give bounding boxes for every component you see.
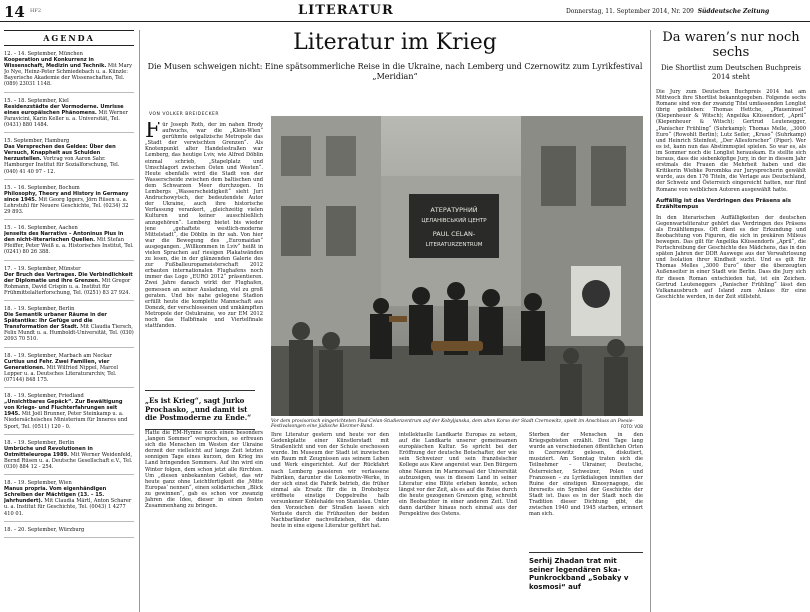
agenda-entry xyxy=(4,266,134,301)
article-column-4: intellektuelle Landkarte Europas zu setzen, auf die Landkarte unserer gemeinsamen europäischen Kultur. So spricht bei der Eröffnung der deutsche Botschafter, der wie sein Schweizer und sein französischer Kollege aus Kiew angereist war. Den Bürgern ohne Namen im Marmorsaal der Universität aufzuzeigen, was in diesem Land in seiner Literatur eine Blüte erleben konnte, schon längst vor der Zeit, als es auf die Reise durch die heute gezogenen Grenzen ging, schreibt ein Beobachter in einer anderen Zeit. Und dann darüber hinaus noch einmal aus der Perspektive des Ostens. xyxy=(399,432,517,518)
agenda-entry-body: Mit Georg Iggers, Jörn Rüsen u. a. Lehrstuhl für Neuere Geschichte, Tel. (0234) 32 29 893. xyxy=(4,196,129,215)
agenda-entry-body: Mit Mary Jo Nye, Heinz-Peter Schmiedebach u. a. Künzle: Bayerische Akademie der Wissenschaften, Tel. (089) 23031 1148. xyxy=(4,63,132,88)
article-subheadline: Die Musen schweigen nicht: Eine spätsommerliche Reise in die Ukraine, nach Lemberg und Czernowitz zum Lyrikfestival „Meridian“ xyxy=(147,62,643,81)
agenda-entry-body: Mit Claudia Tiersch, Felix Mundt u. a. Humboldt-Universität, Tel. (030) 2093 70 510. xyxy=(4,324,134,343)
sidebar-text-2: In den literarischen Auffälligkeiten der deutschen Gegenwartsliteratur gehört das Verdringen des Präsens als Erzähltempus. Oft dient es der Erkundung und Beobachtung von Figuren, die sich in prekären Milieus bewegen. Das gilt für Angelika Klüssendorfs „April“, die Fortschreibung der Geschichte des Mädchens, das in den späten Jahren der DDR Auswege aus der Verwahrlosung und Isolation ihrer Kindheit sucht. Und es gilt für Thomas Melles „3000 Euro“ über die überzeugten Außenseiter in einer Stadt wie Berlin. Dass die Jury sich für diesen Roman entschieden hat, ist ein Zeichen. Gertrud Leuteneggers „Panischer Frühling“ lässt den Vulkanausbruch auf Island zum Anlass für eine Geschichte werden, in der Zeit stillsteht. xyxy=(656,214,806,300)
agenda-entry-title: Residenzstädte der Vormoderne. Umrisse eines europäischen Phänomens. xyxy=(4,103,124,116)
page-number: 14 xyxy=(4,3,25,21)
agenda-entry-date: 18. – 19. September, Wien xyxy=(4,480,72,487)
agenda-list xyxy=(4,51,134,538)
agenda-entry xyxy=(4,353,134,388)
agenda-entry-title: „Unsichtbares Gepäck“. Zur Bewältigung von Kriegs- und Fluchterfahrungen seit 1945. xyxy=(4,399,123,418)
sidebar-text-1: Die Jury zum Deutschen Buchpreis 2014 hat am Mittwoch ihre Shortlist bekanntgegeben. Folgende sechs Romane sind von der zwanzig Titel umfassenden Longlist übrig geblieben: Thomas Hettche, „Pfaueninsel“ (Kiepenheuer & Witsch); Angelika Klüssendorf, „April“ (Kiepenheuer & Witsch); Gertrud Leutenegger, „Panischer Frühling“ (Suhrkamp); Thomas Melle, „3000 Euro“ (Rowohlt Berlin); Lutz Seiler, „Kruso“ (Suhrkamp) und Heinrich Steinfest, „Der Allesforscher“ (Piper). Wer es ist, kann nun das Abstimmspiel spielen. So war es, als im Sommer noch die Longlist herauskam. Es stellte sich heraus, dass die siebenköpfige Jury, in der in diesem Jahr erstmals die Frauen die Mehrheit haben und die Kritikerin Wiebke Porombka zur Jurysprecherin gewählt wurde, aus den 176 Titeln, die Verlage aus Deutschland, der Schweiz und Österreich eingereicht hatten, nur fünf Romane von weiblichen Autoren ausgewählt hatte. xyxy=(656,89,806,193)
agenda-entry xyxy=(4,480,134,522)
agenda-entry-body: Mit Werner Weidenfeld, Bernd Rüsen u. a. Deutsche Gesellschaft e.V., Tel. (030) 884 12 - 254. xyxy=(4,451,133,470)
agenda-entry-title: Der Bruch des Vertrages. Die Verbindlichkeit der Diplomatie und ihre Grenzen. xyxy=(4,271,133,284)
agenda-entry-title: Manus propria. Vom eigenhändigen Schreiben der Mächtigen (13. – 15. Jahrhundert). xyxy=(4,486,107,505)
sidebar-title: Da waren’s nur noch sechs xyxy=(662,30,800,60)
agenda-entry-title: Curtius und Fehr. Zwei Familien, vier Generationen. xyxy=(4,358,110,371)
agenda-entry-title: Umbrüche und Revolutionen in Ostmitteleuropa 1989. xyxy=(4,445,93,458)
photo-credit: FOTO: VOB xyxy=(620,424,643,430)
agenda-entry-date: 18. – 19. September, Marbach am Neckar xyxy=(4,352,112,359)
agenda-entry-title: Die Semantik urbaner Räume in der Spätantike: Ihr Gefüge und die Transformation der Stadt. xyxy=(4,312,107,331)
pull-quote: „Es ist Krieg“, sagt Jurko Prochasko, „und damit ist die Postmoderne zu Ende.“ xyxy=(145,390,255,430)
newspaper-brand: Süddeutsche Zeitung xyxy=(697,8,770,15)
agenda-entry-date: 18. – 19. September, Berlin xyxy=(4,439,75,446)
sidebar-subtitle: Die Shortlist zum Deutschen Buchpreis 2014 steht xyxy=(661,64,801,81)
column-divider xyxy=(650,30,651,612)
agenda-entry-body: Mit Claudia Märtl, Anton Scharer u. a. Institut für Geschichte, Tel. (0043) 1 4277 410 01. xyxy=(4,498,132,517)
agenda-entry-title: Kooperation und Konkurrenz in Wissenschaft, Medizin und Technik. xyxy=(4,57,107,70)
agenda-column xyxy=(4,30,134,612)
agenda-entry xyxy=(4,527,134,538)
article-column-1b: Hatte die EM-Hymne noch einen besonders „langen Sommer“ versprochen, so erfreuen sich die Menschen im Westen der Ukraine derzeit der vielleicht auf lange Zeit letzten sonnigen Tage eines kurzen, den Krieg ins Land bringenden Sommers. Auf ihn wird ein Winter folgen, dem schon jetzt alle fürchten. Um „diesen unbekannten Gebiet, das wir heute ganz ohne Leichtfertigkeit die ‚Mitte Europas‘ nennen“, einen solidarischen „Blick zu gewinnen“, gab es schon vor zwanzig Jahren die Idee, dieser in einen festen Zusammenhang zu bringen. xyxy=(145,430,263,510)
inline-subheading: Serhij Zhadan trat mit seiner legendären Ska-Punkrockband „Sobaky v kosmosi“ auf xyxy=(529,552,643,591)
article-column-5: Sterben der Menschen in den Kriegsgebieten erzählt. Drei Tage lang wurde an verschiedenen öffentlichen Orten in Czernowitz gelesen, diskutiert, musiziert. Am Sonntag traten sich die Teilnehmer – Ukrainer, Deutsche, Österreicher, Schweizer, Polen und Franzosen – zu Lyrikdialogen inmitten der Ruine der einstigen Kinosynagoge, die ihrerseits ein Symbol der Geschichte der Stadt ist. Dass es in der Stadt noch die Tradition dieser Dichtung gibt, die zwischen 1940 und 1945 starben, erinnert man sich. xyxy=(529,432,643,518)
sidebar-heading: Auffällig ist das Verdringen des Präsens als Erzähltempus xyxy=(656,197,792,211)
agenda-entry-title: Jenseits des Narrativs – Antoninus Pius in den nicht-literarischen Quellen. xyxy=(4,231,124,244)
agenda-entry-date: 18. – 19. September, Friedland xyxy=(4,393,84,400)
agenda-entry xyxy=(4,393,134,435)
sign-text-1: АТЕРАТУРНИЙ xyxy=(430,206,478,214)
photo-illustration xyxy=(271,116,643,416)
agenda-entry-body: Mit Werner Paravicini, Karin Keller u. a. Universität, Tel. (0431) 880 1484. xyxy=(4,109,128,128)
agenda-entry xyxy=(4,185,134,220)
article-column-3: Ihre Literatur gestern und heute vor den Gedenkplatte einer Künstlerstadt mit Straßenlicht und von der Schule erschossen wurde. Im Museum der Stadt ist inzwischen ein Raum mit Zeugnissen aus seinem Leben und Werk eingerichtet. Auf der Rückfahrt nach Lemberg passieren wir verlassene Fabriken, darunter die Lokomotiv-Werke, in der sich einst die Fabrik betrieb, die früher einmal als Ersatz für die in Drohobycz eröffnete einstige Doppelreihe halb versunkener Kohlehalde von Stanislau. Unter den Vorzeichen der Straßen lassen sich Verluste durch die Frühzeiten der beiden Nachbarländer nachvollziehen, die dann heute in eine eigene Literatur geführt hat. xyxy=(271,432,389,530)
article-headline: Literatur im Krieg xyxy=(293,30,497,55)
agenda-entry-body: Mit Gregor Rohmann, David Crispin u. a. Institut für Frühmittelalterforschung, Tel. (0251) 83 27 924. xyxy=(4,277,131,296)
article-photo xyxy=(271,116,643,416)
agenda-entry-date: 18. – 20. September, Würzburg xyxy=(4,526,85,533)
agenda-entry xyxy=(4,51,134,93)
agenda-entry-date: 18. – 19. September, Berlin xyxy=(4,306,75,312)
issue-date: Donnerstag, 11. September 2014, Nr. 209 Süddeutsche Zeitung xyxy=(566,8,770,15)
agenda-entry xyxy=(4,306,134,348)
section-title: LITERATUR xyxy=(298,3,394,18)
agenda-entry-title: Das Versprechen des Geldes: Über den Versuch, Knappheit aus Schulden herzustellen. xyxy=(4,144,116,163)
agenda-entry-date: 15. – 16. September, Bochum xyxy=(4,184,80,191)
page-header xyxy=(0,0,810,22)
agenda-entry xyxy=(4,225,134,260)
sign-text-4: LITERATURZENTRUM xyxy=(425,242,483,248)
agenda-entry-body: Mit Wilfried Nippel, Marcel Lepper u. a. Deutsches Literaturarchiv, Tel. (07144) 848 175. xyxy=(4,364,119,383)
main-article xyxy=(145,30,645,612)
agenda-entry-date: 12. – 14. September, München xyxy=(4,51,83,57)
sidebar-article xyxy=(656,30,806,612)
page-code: HF2 xyxy=(30,8,42,14)
agenda-entry xyxy=(4,98,134,133)
agenda-title: AGENDA xyxy=(4,30,134,46)
agenda-entry-body: Mit Stefan Pfeiffer, Peter Weiß u. a. Historisches Institut, Tel. (0241) 80 26 388. xyxy=(4,237,134,256)
sign-text-3: PAUL CELAN- xyxy=(432,230,476,238)
agenda-entry-date: 15. – 16. September, Aachen xyxy=(4,225,78,232)
agenda-entry-body: Mit Joël Brunner, Peter Steinkamp u. a. Niedersächsisches Ministerium für Inneres und Sport, Tel. (0511) 120 - 0. xyxy=(4,411,128,430)
column-divider xyxy=(139,30,140,612)
agenda-entry-body: Vortrag von Aaron Sahr. Hamburger Institut für Sozialforschung, Tel. (040) 41 40 97 - 12. xyxy=(4,156,120,175)
photo-caption: Vor dem provisorisch eingerichteten Paul-Celan-Studienzentrum auf der Kobyljanska, dem alten Korso der Stadt Czernowitz, spielt im Anschluss an Poesie-Festivalsongen eine jüdische Klezmer-Band. FOTO: VOB xyxy=(271,419,643,430)
article-column-1: Für Joseph Roth, der im nahen Brody aufwuchs, war die „Klein-Wien“ gerühmte ostgalizische Metropole das „Stadt der verwischten Grenzen“. Als Knotenpunkt alter Handelsstraßen war Lemberg, das heutige Lviv, wie Alfred Döblin einmal schrieb, „Stapelplatz und Umschlagort zwischen Osten und Westen“. Heute ebenfalls wird die Stadt von der Wasserscheide zwischen dem baltischen und dem Schwarzen Meer durchzogen. In Lembergs „Wasserscheidigkeit“ sieht Juri Andruchowytsch, der bedeutendste Autor der Ukraine, auch ihre historische Verfassung verankert, „gleichzeitig vielen Kulturen und keiner ausschließlich anzugehören“. Lemberg bietet bis wieder jene „gehaftete westlich-moderne Mittelstadt“, die Döblin in ihr sah. Von hier war die Bewegung des „Euromaidan“ ausgegangen. „Willkommen in Lviv“ heißt in vielen Sprachen auf riesigen Plakatwänden zu lesen, die in der glänzenden Galerie des zur Fußballeuropameisterschaft 2012 erbauten internationalen Flughafens noch immer das Logo „EURO 2012“ präsentieren. Zwei Jahre danach wirkt der Flughafen, gemessen an seiner Ausladung, viel zu groß geraten. Und bis nahe gelegene Stadion erfüllt heute die komplette Mannschaft aus Donezk, der verschlossenen und umkämpften Metropole der Ostukraine, wo zur EM 2012 noch das Halbfinale und Viertelfinale stattfanden. xyxy=(145,122,263,330)
sign-text-2: ЦЕЛАНІВСЬКИЙ ЦЕНТР xyxy=(421,218,487,224)
agenda-entry xyxy=(4,138,134,180)
agenda-entry-date: 17. – 19. September, Münster xyxy=(4,265,81,272)
agenda-entry-date: 15. September, Hamburg xyxy=(4,138,70,145)
agenda-entry-date: 15. – 18. September, Kiel xyxy=(4,97,69,104)
agenda-entry xyxy=(4,440,134,475)
drop-cap: F xyxy=(145,122,161,143)
agenda-entry-title: Philosophy, Theory and History in Germany since 1945. xyxy=(4,190,129,203)
article-byline: VON VOLKER BREIDECKER xyxy=(149,112,219,117)
